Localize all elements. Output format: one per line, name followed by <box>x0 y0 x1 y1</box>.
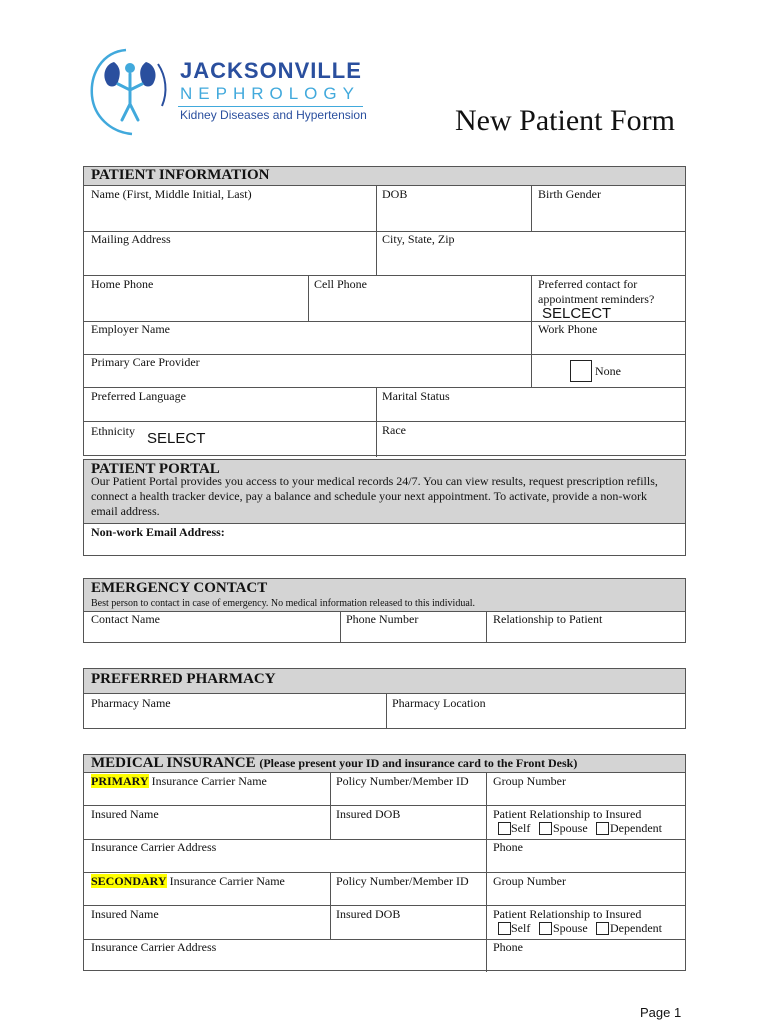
primary-carrier-label: Insurance Carrier Name <box>151 774 267 788</box>
cell-phone-field[interactable]: Cell Phone <box>314 277 367 291</box>
primary-dependent-label: Dependent <box>610 821 662 835</box>
dob-field[interactable]: DOB <box>382 187 408 201</box>
relationship-field[interactable]: Relationship to Patient <box>493 612 603 626</box>
secondary-carrier-field[interactable] <box>91 874 285 889</box>
home-phone-field[interactable]: Home Phone <box>91 277 154 291</box>
insurance-note: (Please present your ID and insurance card to the Front Desk) <box>259 756 578 770</box>
primary-policy-field[interactable]: Policy Number/Member ID <box>336 774 469 788</box>
pharmacy-name-field[interactable]: Pharmacy Name <box>91 696 171 710</box>
section-title: PREFERRED PHARMACY <box>91 671 276 687</box>
preferred-language-field[interactable]: Preferred Language <box>91 389 186 403</box>
secondary-dependent-label: Dependent <box>610 921 662 935</box>
preferred-contact-select[interactable]: SELCECT <box>542 305 612 322</box>
secondary-spouse-checkbox[interactable] <box>539 922 552 935</box>
primary-care-provider-field[interactable]: Primary Care Provider <box>91 355 200 369</box>
birth-gender-field[interactable]: Birth Gender <box>538 187 601 201</box>
emergency-note: Best person to contact in case of emergency. No medical information released to this individual. <box>91 598 476 609</box>
primary-tag: PRIMARY <box>91 774 149 788</box>
marital-status-field[interactable]: Marital Status <box>382 389 450 403</box>
patient-information-section <box>83 166 686 456</box>
pharmacy-location-field[interactable]: Pharmacy Location <box>392 696 486 710</box>
work-phone-field[interactable]: Work Phone <box>538 322 598 336</box>
section-title <box>91 755 577 772</box>
none-checkbox-label: None <box>595 364 621 378</box>
primary-carrier-field[interactable] <box>91 774 267 789</box>
secondary-group-field[interactable]: Group Number <box>493 874 566 888</box>
primary-dependent-checkbox[interactable] <box>596 822 609 835</box>
portal-description: Our Patient Portal provides you access to your medical records 24/7. You can view results, request prescription refills, connect a health tracker device, pay a balance and schedule your next appointment. To activate, provide a non-work email address. <box>91 474 658 518</box>
employer-name-field[interactable]: Employer Name <box>91 322 170 336</box>
secondary-self-label: Self <box>511 921 531 935</box>
primary-self-label: Self <box>511 821 531 835</box>
primary-insured-dob-field[interactable]: Insured DOB <box>336 807 401 821</box>
primary-spouse-label: Spouse <box>553 821 588 835</box>
logo-name-line1: JACKSONVILLE <box>180 58 362 83</box>
logo-name-line2: NEPHROLOGY <box>180 84 360 103</box>
primary-insured-name-field[interactable]: Insured Name <box>91 807 159 821</box>
section-title: PATIENT INFORMATION <box>91 167 270 183</box>
none-checkbox[interactable] <box>570 360 592 382</box>
patient-portal-section <box>83 459 686 556</box>
page-title: New Patient Form <box>455 104 675 137</box>
logo-divider <box>178 106 363 107</box>
secondary-insured-name-field[interactable]: Insured Name <box>91 907 159 921</box>
secondary-phone-field[interactable]: Phone <box>493 940 523 954</box>
primary-relationship-label: Patient Relationship to Insured <box>493 807 642 821</box>
secondary-tag: SECONDARY <box>91 874 167 888</box>
primary-group-field[interactable]: Group Number <box>493 774 566 788</box>
contact-name-field[interactable]: Contact Name <box>91 612 160 626</box>
primary-spouse-checkbox[interactable] <box>539 822 552 835</box>
secondary-policy-field[interactable]: Policy Number/Member ID <box>336 874 469 888</box>
race-field[interactable]: Race <box>382 423 406 437</box>
section-title: EMERGENCY CONTACT <box>91 580 268 596</box>
insurance-title: MEDICAL INSURANCE <box>91 755 256 771</box>
medical-insurance-section <box>83 754 686 971</box>
preferred-pharmacy-section <box>83 668 686 729</box>
page-number: Page 1 <box>640 1005 682 1020</box>
primary-phone-field[interactable]: Phone <box>493 840 523 854</box>
secondary-dependent-checkbox[interactable] <box>596 922 609 935</box>
preferred-contact-label-2: appointment reminders? <box>538 292 655 306</box>
ethnicity-select[interactable]: SELECT <box>147 430 206 447</box>
clinic-logo <box>88 44 378 136</box>
secondary-self-checkbox[interactable] <box>498 922 511 935</box>
emergency-contact-section <box>83 578 686 643</box>
secondary-insured-dob-field[interactable]: Insured DOB <box>336 907 401 921</box>
mailing-address-field[interactable]: Mailing Address <box>91 232 171 246</box>
secondary-carrier-address-field[interactable]: Insurance Carrier Address <box>91 940 217 954</box>
ethnicity-label: Ethnicity <box>91 424 135 438</box>
preferred-contact-label-1: Preferred contact for <box>538 277 638 291</box>
city-state-zip-field[interactable]: City, State, Zip <box>382 232 455 246</box>
secondary-carrier-label: Insurance Carrier Name <box>169 874 285 888</box>
name-field[interactable]: Name (First, Middle Initial, Last) <box>91 187 252 201</box>
logo-tagline: Kidney Diseases and Hypertension <box>180 108 367 122</box>
secondary-spouse-label: Spouse <box>553 921 588 935</box>
secondary-relationship-label: Patient Relationship to Insured <box>493 907 642 921</box>
phone-number-field[interactable]: Phone Number <box>346 612 419 626</box>
primary-carrier-address-field[interactable]: Insurance Carrier Address <box>91 840 217 854</box>
section-title: PATIENT PORTAL <box>91 461 220 477</box>
primary-self-checkbox[interactable] <box>498 822 511 835</box>
email-field[interactable]: Non-work Email Address: <box>91 525 225 539</box>
